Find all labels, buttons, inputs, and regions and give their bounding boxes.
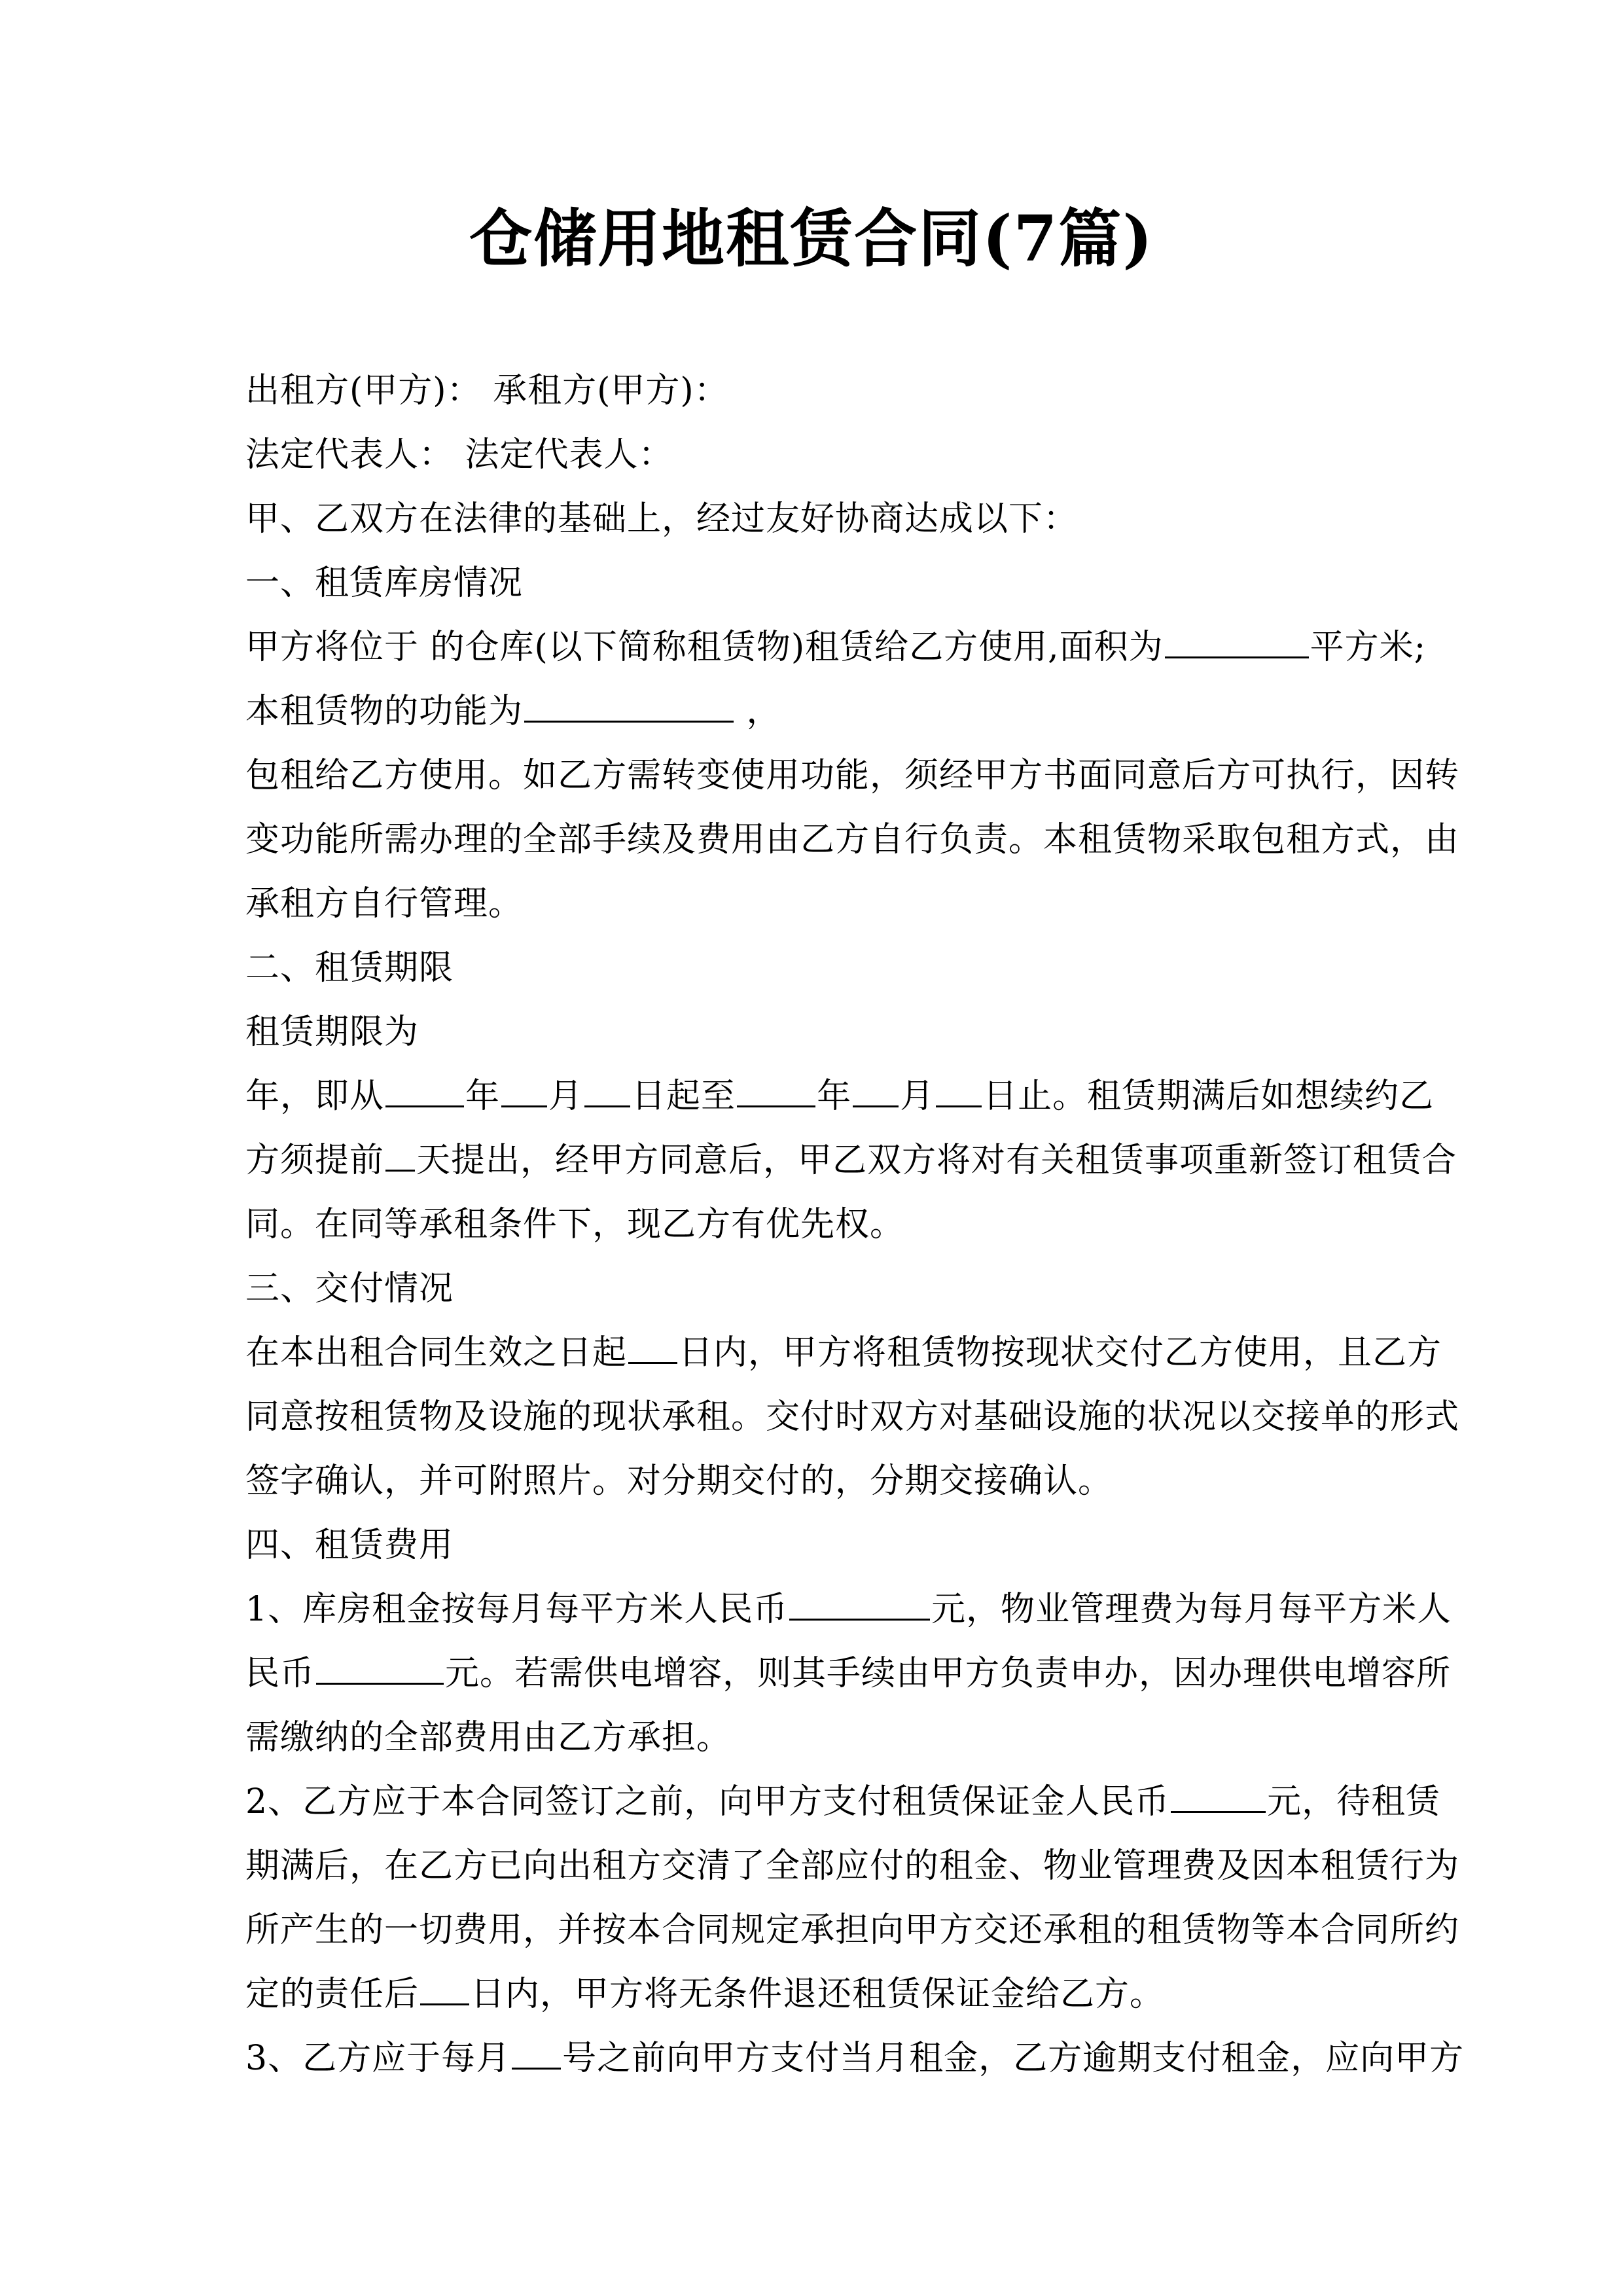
- line-text: 期满后，在乙方已向出租方交清了全部应付的租金、物业管理费及因本租赁行为: [245, 1846, 1460, 1886]
- line-text: 1、库房租金按每月每平方米人民币: [245, 1590, 789, 1629]
- line-text: 定的责任后: [245, 1975, 419, 2014]
- line-text: 二、租赁期限: [245, 948, 454, 988]
- paragraph-line: [245, 423, 1381, 487]
- line-text: 平方米;: [1310, 628, 1427, 667]
- line-text: 同。在同等承租条件下，现乙方有优先权。: [245, 1205, 905, 1244]
- paragraph-line: [245, 1000, 1381, 1064]
- fill-in-blank: [789, 1586, 930, 1621]
- paragraph-line: [245, 1128, 1457, 1193]
- paragraph-line: [245, 1257, 1381, 1321]
- paragraph-line: [245, 1641, 1452, 1706]
- paragraph-line: [245, 1193, 1381, 1257]
- line-text: ，: [735, 692, 781, 731]
- line-text: 变功能所需办理的全部手续及费用由乙方自行负责。本租赁物采取包租方式，由: [245, 820, 1460, 859]
- paragraph-line: [245, 1962, 1381, 2026]
- fill-in-blank: [524, 688, 734, 723]
- line-text: 三、交付情况: [245, 1269, 454, 1308]
- line-text: 甲方将位于 的仓库(以下简称租赁物)租赁给乙方使用,面积为: [245, 628, 1164, 667]
- paragraph-line: [245, 1834, 1460, 1898]
- paragraph-line: [245, 615, 1427, 679]
- line-text: 元，待租赁: [1267, 1782, 1441, 1821]
- line-text: 日内，甲方将无条件退还租赁保证金给乙方。: [471, 1975, 1165, 2014]
- line-text: 2、乙方应于本合同签订之前，向甲方支付租赁保证金人民币: [245, 1782, 1170, 1821]
- line-text: 日止。租赁期满后如想续约乙: [983, 1077, 1435, 1116]
- line-text: 同意按租赁物及设施的现状承租。交付时双方对基础设施的状况以交接单的形式: [245, 1397, 1460, 1437]
- line-text: 需缴纳的全部费用由乙方承担。: [245, 1718, 732, 1757]
- line-text: 方须提前: [245, 1141, 385, 1180]
- line-text: 甲、乙双方在法律的基础上，经过友好协商达成以下：: [245, 499, 1079, 539]
- line-text: 包租给乙方使用。如乙方需转变使用功能，须经甲方书面同意后方可执行，因转: [245, 756, 1460, 795]
- paragraph-line: [245, 1513, 1381, 1577]
- line-text: 在本出租合同生效之日起: [245, 1333, 628, 1372]
- fill-in-blank: [1165, 624, 1309, 658]
- paragraph-line: [245, 551, 1381, 615]
- paragraph-line: [245, 1898, 1460, 1962]
- line-text: 年: [817, 1077, 852, 1116]
- fill-in-blank: [584, 1073, 630, 1107]
- line-text: 签字确认，并可附照片。对分期交付的，分期交接确认。: [245, 1462, 1113, 1501]
- fill-in-blank: [420, 1971, 469, 2005]
- line-text: 承租方自行管理。: [245, 884, 524, 924]
- paragraph-line: [245, 487, 1381, 551]
- paragraph-line: [245, 744, 1460, 808]
- paragraph-line: [245, 2026, 1465, 2090]
- document-title: 仓储用地租赁合同(7篇): [469, 202, 1154, 276]
- document-body: [245, 359, 1465, 2090]
- line-text: 天提出，经甲方同意后，甲乙双方将对有关租赁事项重新签订租赁合: [416, 1141, 1457, 1180]
- line-text: 号之前向甲方支付当月租金，乙方逾期支付租金，应向甲方: [562, 2039, 1465, 2078]
- paragraph-line: [245, 359, 1381, 423]
- fill-in-blank: [385, 1137, 415, 1172]
- fill-in-blank: [936, 1073, 982, 1107]
- paragraph-line: [245, 808, 1460, 872]
- line-text: 月: [900, 1077, 935, 1116]
- line-text: 日内，甲方将租赁物按现状交付乙方使用，且乙方: [679, 1333, 1442, 1372]
- paragraph-line: [245, 1321, 1442, 1385]
- paragraph-line: [245, 1577, 1452, 1641]
- line-text: 日起至: [632, 1077, 736, 1116]
- fill-in-blank: [853, 1073, 899, 1107]
- paragraph-line: [245, 936, 1381, 1000]
- line-text: 3、乙方应于每月: [245, 2039, 511, 2078]
- fill-in-blank: [501, 1073, 547, 1107]
- fill-in-blank: [512, 2035, 561, 2070]
- line-text: 元，物业管理费为每月每平方米人: [931, 1590, 1452, 1629]
- line-text: 民币: [245, 1654, 315, 1693]
- paragraph-line: [245, 679, 1381, 744]
- paragraph-line: [245, 1770, 1441, 1834]
- paragraph-line: [245, 1064, 1435, 1128]
- line-text: 年: [465, 1077, 501, 1116]
- line-text: 年，即从: [245, 1077, 385, 1116]
- paragraph-line: [245, 872, 1381, 936]
- fill-in-blank: [385, 1073, 464, 1107]
- line-text: 四、租赁费用: [245, 1526, 454, 1565]
- fill-in-blank: [316, 1650, 444, 1685]
- line-text: 法定代表人： 法定代表人：: [245, 435, 673, 475]
- paragraph-line: [245, 1706, 1381, 1770]
- line-text: 本租赁物的功能为: [245, 692, 524, 731]
- paragraph-line: [245, 1385, 1460, 1449]
- fill-in-blank: [1171, 1778, 1266, 1813]
- fill-in-blank: [628, 1329, 677, 1364]
- line-text: 租赁期限为: [245, 1013, 419, 1052]
- line-text: 一、租赁库房情况: [245, 564, 524, 603]
- line-text: 元。若需供电增容，则其手续由甲方负责申办，因办理供电增容所: [445, 1654, 1452, 1693]
- line-text: 出租方(甲方)： 承租方(甲方)：: [245, 371, 729, 410]
- line-text: 所产生的一切费用，并按本合同规定承担向甲方交还承租的租赁物等本合同所约: [245, 1910, 1460, 1950]
- paragraph-line: [245, 1449, 1381, 1513]
- fill-in-blank: [737, 1073, 815, 1107]
- line-text: 月: [548, 1077, 584, 1116]
